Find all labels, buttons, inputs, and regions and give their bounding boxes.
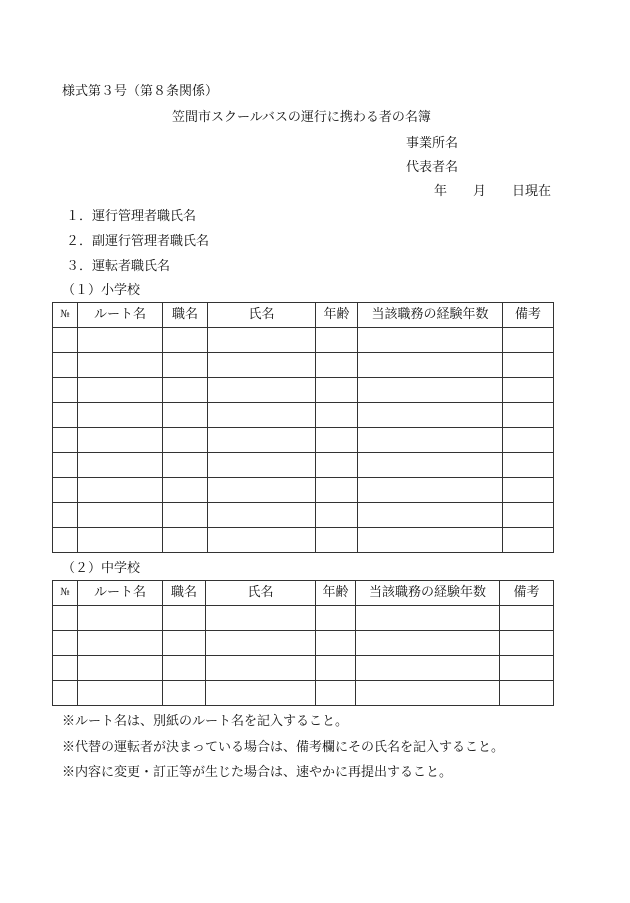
table-cell[interactable] bbox=[78, 528, 163, 553]
table-cell[interactable] bbox=[163, 378, 208, 403]
table-row bbox=[53, 528, 554, 553]
form-number: 様式第３号（第８条関係） bbox=[62, 84, 219, 99]
table-cell[interactable] bbox=[316, 656, 356, 681]
table-cell[interactable] bbox=[500, 631, 554, 656]
table-cell[interactable] bbox=[163, 606, 206, 631]
table-header-row bbox=[53, 581, 554, 606]
table-cell[interactable] bbox=[358, 528, 503, 553]
table-cell[interactable] bbox=[53, 631, 78, 656]
table-cell[interactable] bbox=[358, 378, 503, 403]
table-cell[interactable] bbox=[206, 631, 316, 656]
table-cell[interactable] bbox=[358, 403, 503, 428]
table-cell[interactable] bbox=[53, 403, 78, 428]
table-cell[interactable] bbox=[53, 606, 78, 631]
table-cell[interactable] bbox=[163, 528, 208, 553]
table-cell[interactable] bbox=[316, 631, 356, 656]
junior-high-table bbox=[52, 580, 554, 706]
table-row bbox=[53, 428, 554, 453]
table-cell[interactable] bbox=[316, 428, 358, 453]
table-cell[interactable] bbox=[316, 453, 358, 478]
table-row bbox=[53, 503, 554, 528]
table-row bbox=[53, 453, 554, 478]
header-name: 氏名 bbox=[206, 581, 316, 606]
table-cell[interactable] bbox=[358, 453, 503, 478]
table-cell[interactable] bbox=[208, 478, 316, 503]
table-cell[interactable] bbox=[163, 328, 208, 353]
table-cell[interactable] bbox=[53, 681, 78, 706]
table-cell[interactable] bbox=[78, 606, 163, 631]
table-cell[interactable] bbox=[163, 453, 208, 478]
table-cell[interactable] bbox=[53, 428, 78, 453]
table-cell[interactable] bbox=[163, 403, 208, 428]
date-label: 年 月 日現在 bbox=[434, 184, 552, 199]
header-remarks: 備考 bbox=[500, 581, 554, 606]
table-cell[interactable] bbox=[356, 656, 500, 681]
table-cell[interactable] bbox=[503, 378, 554, 403]
table-cell[interactable] bbox=[500, 681, 554, 706]
table-cell[interactable] bbox=[163, 478, 208, 503]
note-substitute-driver: ※代替の運転者が決まっている場合は、備考欄にその氏名を記入すること。 bbox=[62, 740, 505, 755]
office-name-label: 事業所名 bbox=[406, 136, 459, 151]
table-row bbox=[53, 378, 554, 403]
table-cell[interactable] bbox=[53, 656, 78, 681]
table-cell[interactable] bbox=[78, 428, 163, 453]
table-cell[interactable] bbox=[53, 378, 78, 403]
table-row bbox=[53, 681, 554, 706]
table-cell[interactable] bbox=[208, 528, 316, 553]
table-cell[interactable] bbox=[53, 353, 78, 378]
table-cell[interactable] bbox=[358, 503, 503, 528]
table-cell[interactable] bbox=[78, 378, 163, 403]
table-cell[interactable] bbox=[78, 453, 163, 478]
section-elementary-label: （１）小学校 bbox=[62, 283, 141, 298]
table-cell[interactable] bbox=[78, 478, 163, 503]
table-cell[interactable] bbox=[503, 328, 554, 353]
table-cell[interactable] bbox=[503, 428, 554, 453]
table-cell[interactable] bbox=[316, 478, 358, 503]
table-cell[interactable] bbox=[316, 353, 358, 378]
table-cell[interactable] bbox=[78, 656, 163, 681]
item-operation-manager: １．運行管理者職氏名 bbox=[66, 209, 197, 224]
table-header-row bbox=[53, 303, 554, 328]
table-cell[interactable] bbox=[163, 681, 206, 706]
table-cell[interactable] bbox=[78, 403, 163, 428]
table-cell[interactable] bbox=[358, 428, 503, 453]
table-cell[interactable] bbox=[356, 606, 500, 631]
header-no: № bbox=[53, 581, 78, 606]
table-cell[interactable] bbox=[503, 403, 554, 428]
header-experience: 当該職務の経験年数 bbox=[358, 303, 503, 328]
table-cell[interactable] bbox=[316, 681, 356, 706]
table-cell[interactable] bbox=[503, 478, 554, 503]
document-title: 笠間市スクールバスの運行に携わる者の名簿 bbox=[172, 110, 431, 125]
header-position: 職名 bbox=[163, 581, 206, 606]
table-cell[interactable] bbox=[78, 631, 163, 656]
header-age: 年齢 bbox=[316, 303, 358, 328]
table-cell[interactable] bbox=[53, 328, 78, 353]
table-cell[interactable] bbox=[163, 503, 208, 528]
header-remarks: 備考 bbox=[503, 303, 554, 328]
header-route: ルート名 bbox=[78, 581, 163, 606]
table-cell[interactable] bbox=[358, 353, 503, 378]
table-cell[interactable] bbox=[358, 478, 503, 503]
table-cell[interactable] bbox=[163, 631, 206, 656]
table-cell[interactable] bbox=[503, 453, 554, 478]
table-cell[interactable] bbox=[78, 353, 163, 378]
table-cell[interactable] bbox=[356, 631, 500, 656]
table-cell[interactable] bbox=[316, 403, 358, 428]
header-route: ルート名 bbox=[78, 303, 163, 328]
section-junior-high-label: （２）中学校 bbox=[62, 561, 141, 576]
table-cell[interactable] bbox=[163, 428, 208, 453]
table-cell[interactable] bbox=[53, 528, 78, 553]
table-cell[interactable] bbox=[206, 656, 316, 681]
header-no: № bbox=[53, 303, 78, 328]
note-route-name: ※ルート名は、別紙のルート名を記入すること。 bbox=[62, 714, 349, 729]
table-cell[interactable] bbox=[206, 606, 316, 631]
elementary-table bbox=[52, 302, 554, 553]
table-cell[interactable] bbox=[316, 528, 358, 553]
header-name: 氏名 bbox=[208, 303, 316, 328]
table-row bbox=[53, 403, 554, 428]
table-row bbox=[53, 606, 554, 631]
table-cell[interactable] bbox=[316, 378, 358, 403]
table-cell[interactable] bbox=[503, 353, 554, 378]
table-cell[interactable] bbox=[163, 353, 208, 378]
table-row bbox=[53, 631, 554, 656]
table-row bbox=[53, 328, 554, 353]
table-cell[interactable] bbox=[208, 428, 316, 453]
table-cell[interactable] bbox=[503, 503, 554, 528]
item-driver: ３．運転者職氏名 bbox=[66, 259, 171, 274]
table-cell[interactable] bbox=[500, 656, 554, 681]
table-row bbox=[53, 353, 554, 378]
table-row bbox=[53, 478, 554, 503]
table-cell[interactable] bbox=[316, 503, 358, 528]
item-deputy-manager: ２．副運行管理者職氏名 bbox=[66, 234, 210, 249]
table-cell[interactable] bbox=[316, 328, 358, 353]
table-cell[interactable] bbox=[208, 378, 316, 403]
note-resubmit: ※内容に変更・訂正等が生じた場合は、速やかに再提出すること。 bbox=[62, 765, 453, 780]
table-cell[interactable] bbox=[208, 403, 316, 428]
table-cell[interactable] bbox=[503, 528, 554, 553]
header-experience: 当該職務の経験年数 bbox=[356, 581, 500, 606]
table-cell[interactable] bbox=[356, 681, 500, 706]
representative-label: 代表者名 bbox=[406, 160, 459, 175]
table-row bbox=[53, 656, 554, 681]
table-cell[interactable] bbox=[208, 453, 316, 478]
table-cell[interactable] bbox=[78, 328, 163, 353]
table-cell[interactable] bbox=[163, 656, 206, 681]
table-cell[interactable] bbox=[206, 681, 316, 706]
table-cell[interactable] bbox=[78, 503, 163, 528]
table-cell[interactable] bbox=[53, 503, 78, 528]
table-cell[interactable] bbox=[208, 503, 316, 528]
table-cell[interactable] bbox=[316, 606, 356, 631]
table-cell[interactable] bbox=[53, 478, 78, 503]
table-cell[interactable] bbox=[208, 328, 316, 353]
table-cell[interactable] bbox=[358, 328, 503, 353]
table-cell[interactable] bbox=[78, 681, 163, 706]
table-cell[interactable] bbox=[53, 453, 78, 478]
header-age: 年齢 bbox=[316, 581, 356, 606]
table-cell[interactable] bbox=[500, 606, 554, 631]
header-position: 職名 bbox=[163, 303, 208, 328]
table-cell[interactable] bbox=[208, 353, 316, 378]
